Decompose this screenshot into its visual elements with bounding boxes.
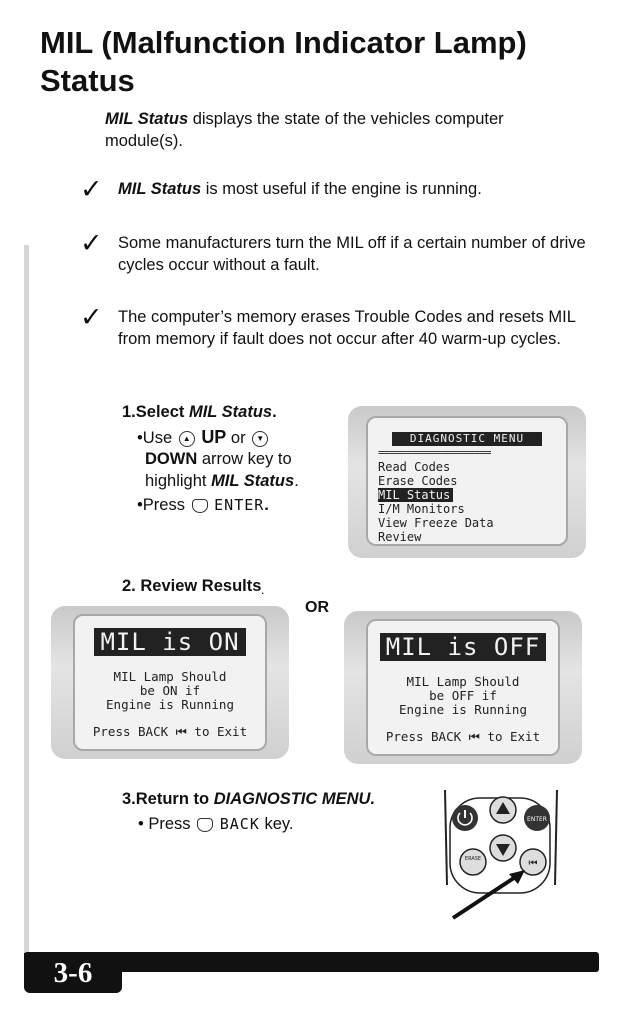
- erase-button-icon: [460, 849, 486, 875]
- step-1-line-press: •Press ENTER.: [137, 496, 269, 514]
- mil-on-line-1: MIL Lamp Should: [113, 669, 227, 684]
- step-3-line-press: • Press BACK key.: [138, 815, 294, 833]
- step-1-title: 1.Select MIL Status.: [122, 403, 277, 421]
- step-1-line-down: DOWN arrow key to: [145, 450, 292, 468]
- menu-item-mil-status: MIL Status: [378, 488, 453, 502]
- enter-key-icon: [192, 499, 208, 513]
- mil-off-header: MIL is OFF: [380, 633, 547, 661]
- menu-item-read-codes: Read Codes: [378, 460, 451, 474]
- intro-text: displays the state of the vehicles computer module(s).: [105, 110, 504, 150]
- mil-on-lcd: [73, 614, 267, 751]
- bullet-bold: MIL Status: [118, 180, 202, 198]
- down-arrow-key-icon: ▼: [252, 431, 268, 447]
- bullet-text: The computer’s memory erases Trouble Codes and resets MIL from memory if fault does not occur after 40 warm-up cycles.: [118, 308, 576, 348]
- title-line-1: MIL (Malfunction Indicator Lamp): [40, 25, 527, 60]
- intro-bold: MIL Status: [105, 110, 189, 128]
- intro-paragraph: [105, 108, 575, 152]
- bullet-text: Some manufacturers turn the MIL off if a certain number of drive cycles occur without a fault.: [118, 234, 586, 274]
- menu-lcd: [366, 416, 568, 546]
- menu-divider: ====================: [378, 446, 491, 459]
- bullet-text: is most useful if the engine is running.: [201, 180, 482, 198]
- step-3-title: 3.Return to DIAGNOSTIC MENU.: [122, 790, 376, 808]
- diagnostic-menu-screen: [348, 406, 586, 558]
- mil-off-lcd: [366, 619, 560, 756]
- svg-text:ENTER: ENTER: [527, 816, 547, 823]
- mil-on-footer: Press BACK ⏮ to Exit: [92, 724, 248, 739]
- mil-off-footer: Press BACK ⏮ to Exit: [385, 729, 541, 744]
- mil-off-line-1: MIL Lamp Should: [406, 674, 520, 689]
- svg-text:ERASE: ERASE: [464, 856, 482, 862]
- page-title: [40, 24, 620, 100]
- menu-item-im-monitors: I/M Monitors: [378, 502, 465, 516]
- mil-on-header: MIL is ON: [94, 628, 245, 656]
- step-2-title: 2. Review Results.: [122, 577, 264, 596]
- step-1-line-highlight: highlight MIL Status.: [145, 472, 299, 490]
- checkmark-icon: ✓: [80, 302, 103, 333]
- back-key-icon: [197, 818, 213, 832]
- svg-text:⏮: ⏮: [528, 858, 538, 869]
- up-arrow-key-icon: ▲: [179, 431, 195, 447]
- page-number: 3-6: [24, 953, 122, 993]
- mil-on-line-3: Engine is Running: [106, 697, 234, 712]
- menu-item-review: Review: [378, 530, 422, 544]
- mil-on-line-2: be ON if: [139, 683, 201, 698]
- bullet-1: [80, 174, 600, 205]
- menu-item-view-freeze-data: View Freeze Data: [378, 516, 494, 530]
- keypad-illustration: [435, 790, 610, 925]
- menu-header: DIAGNOSTIC MENU: [392, 432, 542, 446]
- menu-item-erase-codes: Erase Codes: [378, 474, 458, 488]
- mil-off-line-2: be OFF if: [429, 688, 497, 703]
- left-margin-rule: [24, 245, 29, 960]
- keypad-graphic: [435, 790, 610, 925]
- step-1-line-use: •Use ▲ UP or ▼: [137, 426, 270, 449]
- mil-on-screen: [51, 606, 289, 759]
- mil-off-line-3: Engine is Running: [399, 702, 527, 717]
- checkmark-icon: ✓: [80, 174, 103, 205]
- bullet-2: [80, 228, 600, 276]
- mil-off-screen: [344, 611, 582, 764]
- checkmark-icon: ✓: [80, 228, 103, 259]
- bullet-3: [80, 302, 600, 350]
- or-label: OR: [305, 599, 329, 616]
- title-line-2: Status: [40, 63, 135, 98]
